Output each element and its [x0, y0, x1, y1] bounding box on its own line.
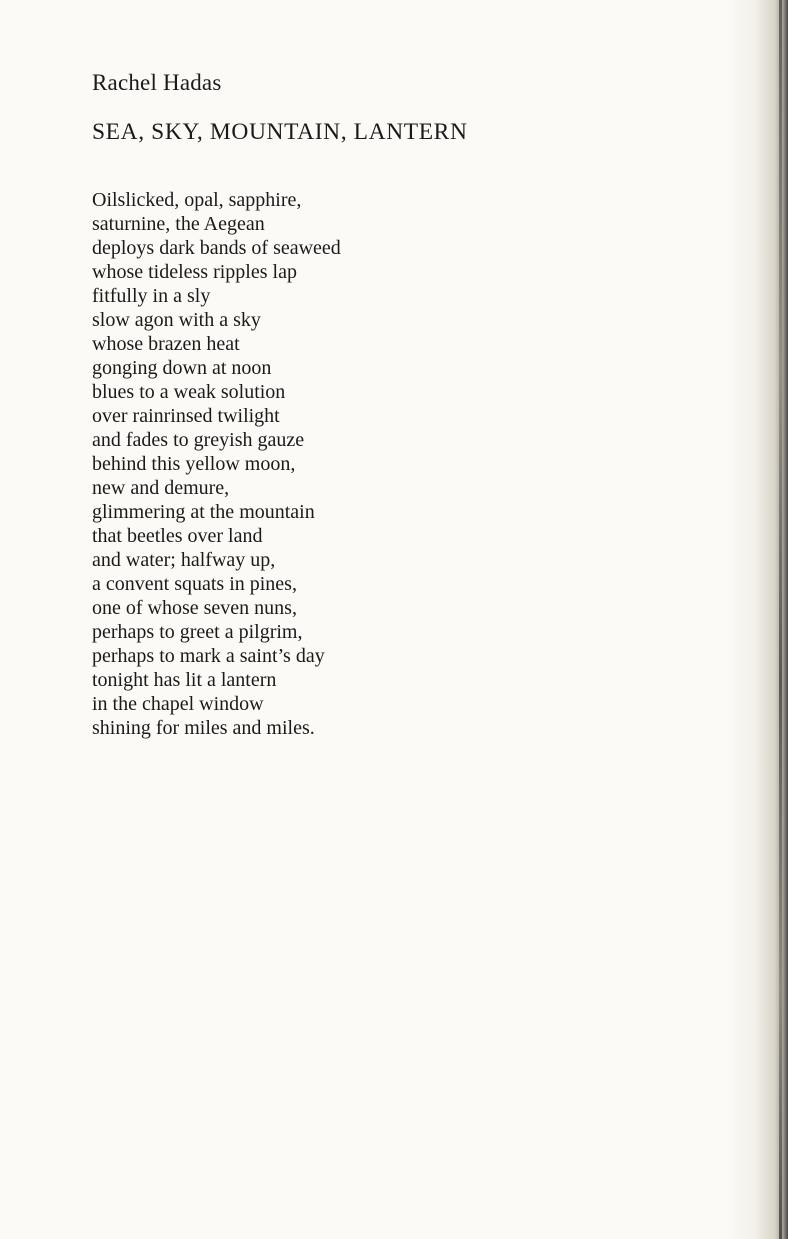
poem-line: over rainrinsed twilight [92, 405, 280, 427]
poem-title: SEA, SKY, MOUNTAIN, LANTERN [92, 119, 468, 145]
poem-line: and water; halfway up, [92, 549, 276, 571]
poem-line: blues to a weak solution [92, 381, 286, 403]
poem-line: and fades to greyish gauze [92, 429, 305, 451]
poem-line: slow agon with a sky [92, 309, 261, 331]
poem-line: in the chapel window [92, 693, 264, 715]
poem-line: whose brazen heat [92, 333, 240, 355]
poem-line: tonight has lit a lantern [92, 669, 277, 691]
poem-body [92, 188, 341, 740]
poem-line: fitfully in a sly [92, 285, 211, 307]
poem-line: Oilslicked, opal, sapphire, [92, 189, 302, 211]
poem-line: deploys dark bands of seaweed [92, 237, 341, 259]
poem-line: perhaps to mark a saint’s day [92, 645, 325, 667]
poem-line: whose tideless ripples lap [92, 261, 297, 283]
poem-line: gonging down at noon [92, 357, 272, 379]
poem-line: shining for miles and miles. [92, 717, 315, 739]
poem-line: saturnine, the Aegean [92, 213, 265, 235]
poem-line: one of whose seven nuns, [92, 597, 297, 619]
poem-line: perhaps to greet a pilgrim, [92, 621, 303, 643]
poem-line: that beetles over land [92, 525, 263, 547]
poem-line: new and demure, [92, 477, 230, 499]
poem-line: glimmering at the mountain [92, 501, 315, 523]
book-spine-edge [779, 0, 782, 1239]
author-name: Rachel Hadas [92, 70, 222, 95]
poem-line: a convent squats in pines, [92, 573, 297, 595]
poem-line: behind this yellow moon, [92, 453, 296, 475]
